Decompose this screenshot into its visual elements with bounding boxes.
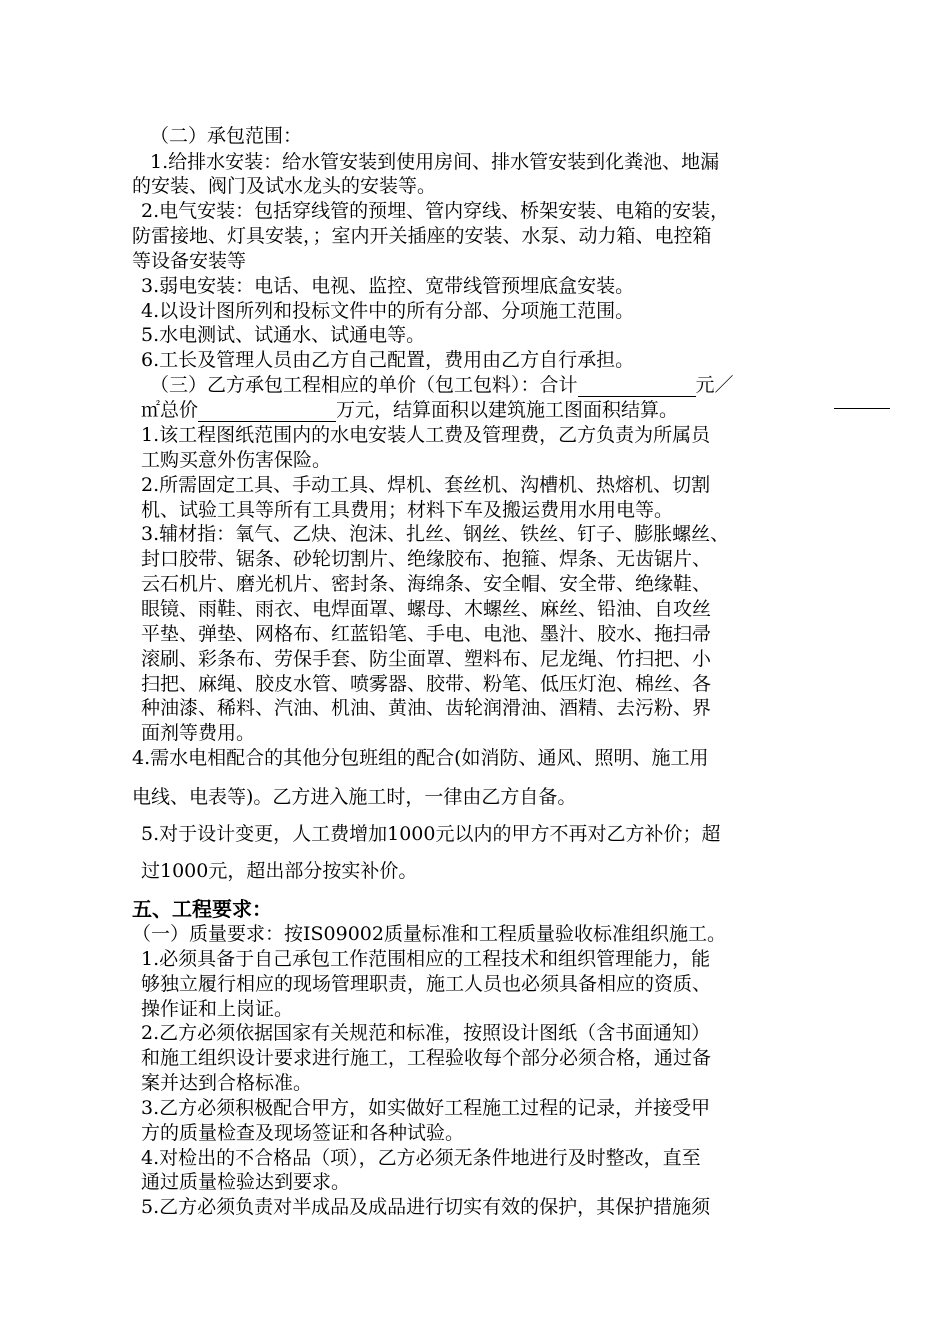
para-line: 滚刷、彩条布、劳保手套、防尘面罩、塑料布、尼龙绳、竹扫把、小 [141,648,712,670]
para-line: 5.水电测试、试通水、试通电等。 [141,324,426,346]
margin-rule [834,408,890,409]
para-line: 和施工组织设计要求进行施工，工程验收每个部分必须合格，通过备 [141,1047,712,1069]
para-line: 1.给排水安装：给水管安装到使用房间、排水管安装到化粪池、地漏 [150,151,720,173]
para-line: 等设备安装等 [132,250,247,272]
para-line: 种油漆、稀料、汽油、机油、黄油、齿轮润滑油、酒精、去污粉、界 [141,697,712,719]
para-line: 6.工长及管理人员由乙方自己配置，费用由乙方自行承担。 [141,349,635,371]
para-line: （一）质量要求：按IS09002质量标准和工程质量验收标准组织施工。 [132,923,726,945]
para-line: 电线、电表等)。乙方进入施工时，一律由乙方自备。 [132,786,577,808]
settlement-text: 万元，结算面积以建筑施工图面积结算。 [336,399,679,421]
para-line: 4.以设计图所列和投标文件中的所有分部、分项施工范围。 [141,300,635,322]
para-line: 5.对于设计变更，人工费增加1000元以内的甲方不再对乙方补价；超 [141,823,721,845]
para-line: 3.辅材指：氧气、乙炔、泡沫、扎丝、钢丝、铁丝、钉子、膨胀螺丝、 [141,523,730,545]
blank-total-field[interactable] [578,376,696,397]
para-line: 的安装、阀门及试水龙头的安装等。 [132,175,437,197]
para-line: 眼镜、雨鞋、雨衣、电焊面罩、螺母、木螺丝、麻丝、铅油、自攻丝 [141,598,712,620]
para-line: 机、试验工具等所有工具费用；材料下车及搬运费用水用电等。 [141,499,674,521]
para-line: 4.对检出的不合格品（项），乙方必须无条件地进行及时整改，直至 [141,1147,701,1169]
para-line: 防雷接地、灯具安装，；室内开关插座的安装、水泵、动力箱、电控箱 [132,225,712,247]
para-line: 3.弱电安装：电话、电视、监控、宽带线管预埋底盒安装。 [141,275,635,297]
total-price-label: ㎡总价 [141,399,199,421]
heading-scope: （二）承包范围： [150,125,303,147]
para-line: 2.电气安装：包括穿线管的预埋、管内穿线、桥架安装、电箱的安装， [141,200,730,222]
para-line: 够独立履行相应的现场管理职责，施工人员也必须具备相应的资质、 [141,973,712,995]
unit-price-line [150,373,734,397]
para-line: 案并达到合格标准。 [141,1072,313,1094]
para-line: 4.需水电相配合的其他分包班组的配合(如消防、通风、照明、施工用 [132,747,709,769]
para-line: 云石机片、磨光机片、密封条、海绵条、安全帽、安全带、绝缘鞋、 [141,573,712,595]
unit-label: 元／ [695,374,734,396]
para-line: 方的质量检查及现场签证和各种试验。 [141,1122,465,1144]
para-line: 面剂等费用。 [141,722,256,744]
para-line: 2.乙方必须依据国家有关规范和标准，按照设计图纸（含书面通知） [141,1022,711,1044]
para-line: 5.乙方必须负责对半成品及成品进行切实有效的保护，其保护措施须 [141,1196,711,1218]
unit-price-label: （三）乙方承包工程相应的单价（包工包料）：合计 [150,374,578,396]
para-line: 1.该工程图纸范围内的水电安装人工费及管理费，乙方负责为所属员 [141,424,711,446]
para-line: 2.所需固定工具、手动工具、焊机、套丝机、沟槽机、热熔机、切割 [141,474,711,496]
para-line: 操作证和上岗证。 [141,998,294,1020]
para-line: 1.必须具备于自己承包工作范围相应的工程技术和组织管理能力，能 [141,948,711,970]
section-heading: 五、工程要求： [132,897,272,921]
para-line: 通过质量检验达到要求。 [141,1171,351,1193]
blank-total-amount-field[interactable] [198,401,336,422]
para-line: 封口胶带、锯条、砂轮切割片、绝缘胶布、抱箍、焊条、无齿锯片、 [141,548,712,570]
para-line: 3.乙方必须积极配合甲方，如实做好工程施工过程的记录，并接受甲 [141,1097,711,1119]
para-line: 工购买意外伤害保险。 [141,449,332,471]
para-line: 平垫、弹垫、网格布、红蓝铅笔、手电、电池、墨汁、胶水、拖扫帚 [141,623,712,645]
para-line: 过1000元，超出部分按实补价。 [141,860,418,882]
total-price-line [141,398,678,422]
para-line: 扫把、麻绳、胶皮水管、喷雾器、胶带、粉笔、低压灯泡、棉丝、各 [141,673,712,695]
